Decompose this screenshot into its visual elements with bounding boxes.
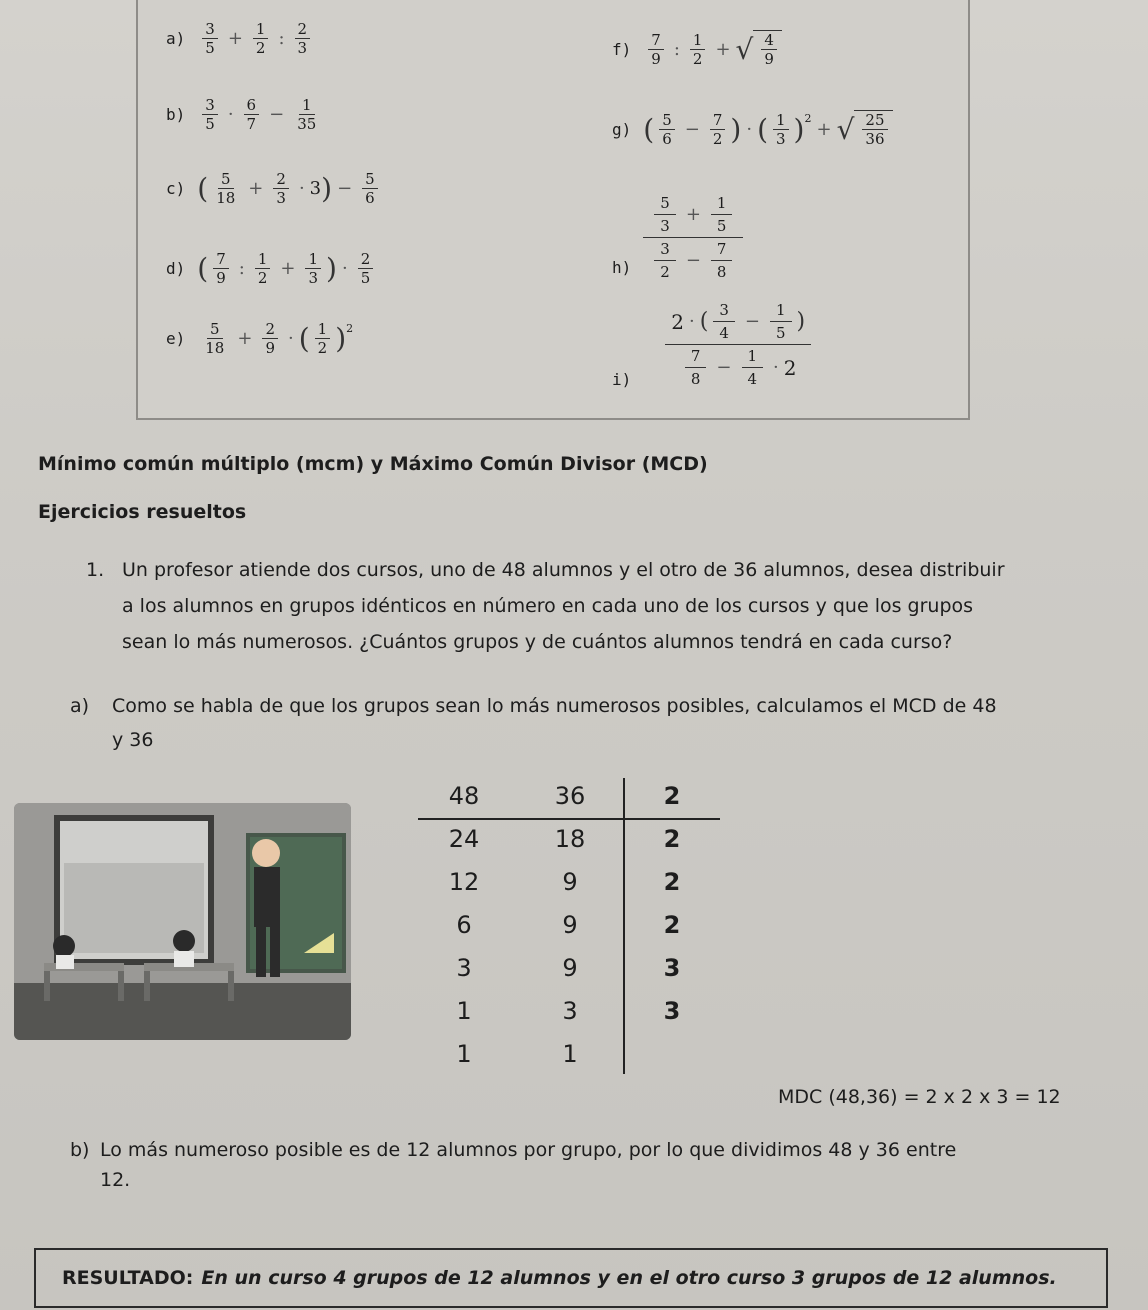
exercise-b: b) $\frac{3}{5}$ · $\frac{6}{7}$ − $\frac{1}{35}$: [166, 96, 317, 133]
step-a-line-2: y 36: [112, 729, 154, 751]
mdc-result: MDC (48,36) = 2 x 2 x 3 = 12: [778, 1086, 1061, 1108]
exercise-label: f): [612, 39, 632, 59]
exercise-label: g): [612, 119, 632, 139]
exercise-label: h): [612, 258, 632, 277]
exercise-a: a) $\frac{3}{5}$ + $\frac{1}{2}$ : $\frac{2}{3}$: [166, 20, 315, 57]
exercise-label: i): [612, 370, 632, 389]
table-divider-horizontal: [418, 818, 720, 820]
factor-table-divisor: 3: [663, 997, 681, 1025]
factor-table-value: 1: [456, 997, 472, 1025]
factor-table-divisor: 3: [663, 954, 681, 982]
factor-table-divisor: 2: [663, 911, 681, 939]
exercise-f: f) $\frac{7}{9}$ : $\frac{1}{2}$ + √ $\frac{4}{9}$: [612, 30, 782, 68]
exercise-e: e) $\frac{5}{18}$ + $\frac{2}{9}$ · ( $\frac{1}{2}$ ) 2: [166, 320, 354, 357]
step-b-line-1: Lo más numeroso posible es de 12 alumnos por grupo, por lo que dividimos 48 y 36 entre: [100, 1139, 957, 1161]
factor-table-value: 6: [456, 911, 472, 939]
exercise-label: d): [166, 259, 186, 278]
problem-line-1: Un profesor atiende dos cursos, uno de 48 alumnos y el otro de 36 alumnos, desea distribuir: [122, 559, 1005, 581]
exercise-label: e): [166, 329, 186, 348]
factor-table-value: 9: [562, 868, 578, 896]
factor-table-value: 3: [562, 997, 578, 1025]
exercise-h: h) $\frac{5}{3}$ + $\frac{1}{5}$ $\frac{3}{2}$ − $\frac{7}{8}$: [612, 194, 743, 281]
exercise-box: [136, 0, 970, 420]
classroom-illustration: [14, 803, 351, 1040]
factor-table-value: 12: [448, 868, 480, 896]
step-a-label: a): [70, 695, 90, 717]
exercise-label: c): [166, 179, 186, 198]
result-label: RESULTADO:: [62, 1267, 194, 1289]
section-title: Mínimo común múltiplo (mcm) y Máximo Común Divisor (MCD): [38, 453, 708, 475]
exercise-g: g) ( $\frac{5}{6}$ − $\frac{7}{2}$ ) · ( $\frac{1}{3}$ ) 2 + √ $\frac{25}{36}$: [612, 110, 893, 148]
table-divider-vertical: [623, 778, 625, 1074]
step-b-line-2: 12.: [100, 1169, 131, 1191]
factor-table-divisor: 2: [663, 825, 681, 853]
step-b-label: b): [70, 1139, 90, 1161]
exercise-d: d) ( $\frac{7}{9}$ : $\frac{1}{2}$ + $\frac{1}{3}$ ) · $\frac{2}{5}$: [166, 250, 378, 287]
result-text: En un curso 4 grupos de 12 alumnos y en el otro curso 3 grupos de 12 alumnos.: [201, 1267, 1057, 1289]
factor-table-value: 36: [554, 782, 586, 810]
factor-table-value: 1: [562, 1040, 578, 1068]
section-subtitle: Ejercicios resueltos: [38, 501, 247, 523]
problem-line-3: sean lo más numerosos. ¿Cuántos grupos y de cuántos alumnos tendrá en cada curso?: [122, 631, 953, 653]
exercise-i: i) 2 · ( $\frac{3}{4}$ − $\frac{1}{5}$ ) $\frac{7}{8}$ − $\frac{1}{4}$ · 2: [612, 300, 811, 389]
problem-line-2: a los alumnos en grupos idénticos en número en cada uno de los cursos y que los grupos: [122, 595, 974, 617]
factor-table-value: 9: [562, 911, 578, 939]
factor-table-value: 9: [562, 954, 578, 982]
exercise-label: a): [166, 29, 186, 48]
result-box: [34, 1248, 1108, 1308]
factor-table-divisor: 2: [663, 868, 681, 896]
step-a-line-1: Como se habla de que los grupos sean lo más numerosos posibles, calculamos el MCD de 48: [112, 695, 997, 717]
exercise-c: c) ( $\frac{5}{18}$ + $\frac{2}{3}$ · 3 ) − $\frac{5}{6}$: [166, 170, 383, 207]
factor-table-value: 24: [448, 825, 480, 853]
factor-table-value: 48: [448, 782, 480, 810]
exercise-label: b): [166, 105, 186, 124]
factor-table-value: 1: [456, 1040, 472, 1068]
factor-table-value: 3: [456, 954, 472, 982]
factor-table-value: 18: [554, 825, 586, 853]
classroom-image: [14, 803, 351, 1040]
factor-table-divisor: 2: [663, 782, 681, 810]
problem-number: 1.: [86, 559, 105, 581]
